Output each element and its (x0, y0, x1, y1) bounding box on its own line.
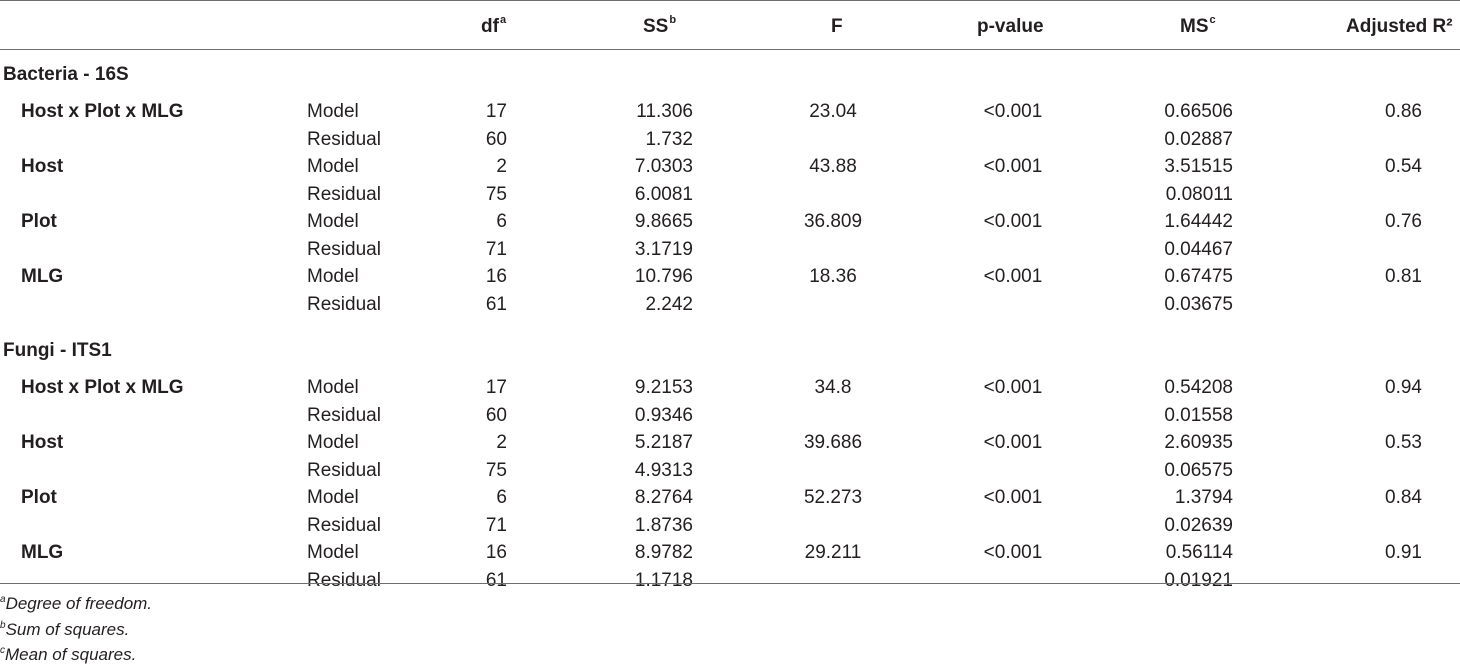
term-label: Residual (307, 405, 381, 426)
cell-df: 16 (485, 266, 507, 287)
cell-f: 36.809 (803, 211, 863, 232)
term-label: Model (307, 266, 359, 287)
cell-r2: 0.91 (1385, 542, 1422, 563)
cell-p: <0.001 (983, 487, 1043, 508)
cell-df: 2 (496, 432, 507, 453)
cell-ss: 2.242 (645, 294, 693, 315)
term-label: Model (307, 101, 359, 122)
table-row-residual (0, 515, 1460, 542)
cell-ss: 9.2153 (634, 377, 693, 398)
cell-r2: 0.84 (1385, 487, 1422, 508)
header-df (481, 16, 506, 38)
footnote-mark: a (0, 594, 6, 605)
header-bottom-rule (0, 49, 1460, 50)
cell-ms: 1.64442 (1164, 211, 1233, 232)
table-bottom-rule (0, 583, 1460, 584)
table-row-model (0, 211, 1460, 238)
table-row-model (0, 542, 1460, 569)
cell-ss: 1.1718 (634, 570, 693, 591)
cell-ms: 0.08011 (1165, 184, 1233, 205)
group-name: Host (21, 432, 64, 453)
section-title: Fungi - ITS1 (3, 340, 112, 361)
header-df-footnote-mark: a (499, 14, 507, 26)
term-label: Residual (307, 294, 381, 315)
cell-df: 2 (496, 156, 507, 177)
term-label: Residual (307, 515, 381, 536)
group-name: MLG (21, 266, 64, 287)
cell-df: 60 (485, 405, 507, 426)
footnote-mark: c (0, 645, 5, 656)
cell-ms: 0.66506 (1164, 101, 1233, 122)
group-name: Host x Plot x MLG (21, 377, 184, 398)
cell-ss: 10.796 (634, 266, 693, 287)
cell-ms: 0.56114 (1165, 542, 1233, 563)
cell-r2: 0.76 (1385, 211, 1422, 232)
cell-df: 6 (496, 487, 507, 508)
cell-r2: 0.53 (1385, 432, 1422, 453)
cell-df: 75 (485, 460, 507, 481)
cell-f: 23.04 (809, 101, 857, 122)
group-name: Host x Plot x MLG (21, 101, 184, 122)
cell-df: 17 (485, 101, 507, 122)
cell-r2: 0.81 (1385, 266, 1422, 287)
cell-ss: 1.8736 (634, 515, 693, 536)
cell-df: 61 (485, 294, 507, 315)
term-label: Model (307, 211, 359, 232)
cell-df: 61 (485, 570, 507, 591)
footnote-text: Degree of freedom. (5, 594, 153, 613)
footnote-mark: b (0, 620, 6, 631)
table-row-residual (0, 460, 1460, 487)
cell-p: <0.001 (983, 432, 1043, 453)
term-label: Model (307, 156, 359, 177)
footnote (0, 594, 152, 617)
table-row-residual (0, 294, 1460, 321)
header-ms (1180, 16, 1216, 38)
section-title: Bacteria - 16S (3, 64, 129, 85)
cell-ss: 7.0303 (634, 156, 693, 177)
cell-ms: 0.02639 (1164, 515, 1233, 536)
group-name: MLG (21, 542, 64, 563)
cell-p: <0.001 (983, 542, 1043, 563)
term-label: Model (307, 487, 359, 508)
cell-f: 43.88 (809, 156, 857, 177)
cell-p: <0.001 (983, 377, 1043, 398)
header-ms-label: MS (1180, 16, 1209, 37)
cell-df: 75 (485, 184, 507, 205)
table-row-model (0, 377, 1460, 404)
cell-df: 71 (485, 239, 507, 260)
term-label: Residual (307, 184, 381, 205)
cell-p: <0.001 (983, 156, 1043, 177)
table-row-residual (0, 129, 1460, 156)
header-ss (643, 16, 676, 38)
cell-df: 71 (485, 515, 507, 536)
table-row-model (0, 432, 1460, 459)
cell-df: 6 (496, 211, 507, 232)
cell-ms: 3.51515 (1164, 156, 1233, 177)
header-ss-footnote-mark: b (669, 14, 677, 26)
table-row-model (0, 487, 1460, 514)
header-adjusted-r2 (1346, 16, 1453, 38)
header-p-value (977, 16, 1044, 38)
footnote (0, 620, 129, 643)
group-name: Plot (21, 487, 57, 508)
cell-r2: 0.54 (1385, 156, 1422, 177)
table-row-model (0, 156, 1460, 183)
cell-ss: 9.8665 (634, 211, 693, 232)
table-row-residual (0, 405, 1460, 432)
group-name: Plot (21, 211, 57, 232)
cell-ms: 0.01921 (1164, 570, 1233, 591)
table-top-rule (0, 0, 1460, 1)
cell-ss: 8.9782 (634, 542, 693, 563)
footnote-text: Mean of squares. (5, 645, 137, 664)
cell-ss: 11.306 (636, 101, 693, 122)
cell-ms: 0.54208 (1164, 377, 1233, 398)
cell-ss: 0.9346 (634, 405, 693, 426)
cell-f: 52.273 (803, 487, 863, 508)
term-label: Residual (307, 129, 381, 150)
cell-f: 29.211 (804, 542, 862, 563)
term-label: Model (307, 377, 359, 398)
header-ms-footnote-mark: c (1209, 14, 1216, 26)
cell-f: 39.686 (803, 432, 863, 453)
cell-df: 17 (485, 377, 507, 398)
table-row-model (0, 266, 1460, 293)
table-row-model (0, 101, 1460, 128)
cell-p: <0.001 (983, 101, 1043, 122)
term-label: Residual (307, 570, 381, 591)
footnote-text: Sum of squares. (5, 620, 130, 639)
term-label: Residual (307, 460, 381, 481)
cell-ss: 1.732 (645, 129, 693, 150)
cell-f: 34.8 (814, 377, 852, 398)
table-row-residual (0, 239, 1460, 266)
cell-ss: 6.0081 (634, 184, 693, 205)
cell-df: 16 (485, 542, 507, 563)
cell-p: <0.001 (983, 211, 1043, 232)
cell-ss: 3.1719 (634, 239, 693, 260)
cell-r2: 0.86 (1385, 101, 1422, 122)
term-label: Model (307, 432, 359, 453)
cell-r2: 0.94 (1385, 377, 1422, 398)
cell-ms: 2.60935 (1164, 432, 1233, 453)
cell-ms: 0.06575 (1164, 460, 1233, 481)
term-label: Model (307, 542, 359, 563)
header-df-label: df (481, 16, 499, 37)
cell-ss: 8.2764 (634, 487, 693, 508)
table-row-residual (0, 184, 1460, 211)
term-label: Residual (307, 239, 381, 260)
header-f-label: F (831, 16, 843, 37)
cell-ms: 0.01558 (1164, 405, 1233, 426)
header-ss-label: SS (643, 16, 669, 37)
cell-df: 60 (485, 129, 507, 150)
group-name: Host (21, 156, 64, 177)
cell-ms: 0.02887 (1164, 129, 1233, 150)
cell-ss: 4.9313 (634, 460, 693, 481)
header-adjusted-r2-label: Adjusted R² (1346, 16, 1453, 37)
cell-ms: 0.67475 (1164, 266, 1233, 287)
header-f (831, 16, 843, 38)
cell-ms: 0.03675 (1164, 294, 1233, 315)
cell-ss: 5.2187 (634, 432, 693, 453)
cell-p: <0.001 (983, 266, 1043, 287)
header-p-label: p-value (977, 16, 1044, 37)
footnote (0, 645, 136, 668)
cell-f: 18.36 (809, 266, 857, 287)
cell-ms: 1.3794 (1174, 487, 1233, 508)
cell-ms: 0.04467 (1164, 239, 1233, 260)
